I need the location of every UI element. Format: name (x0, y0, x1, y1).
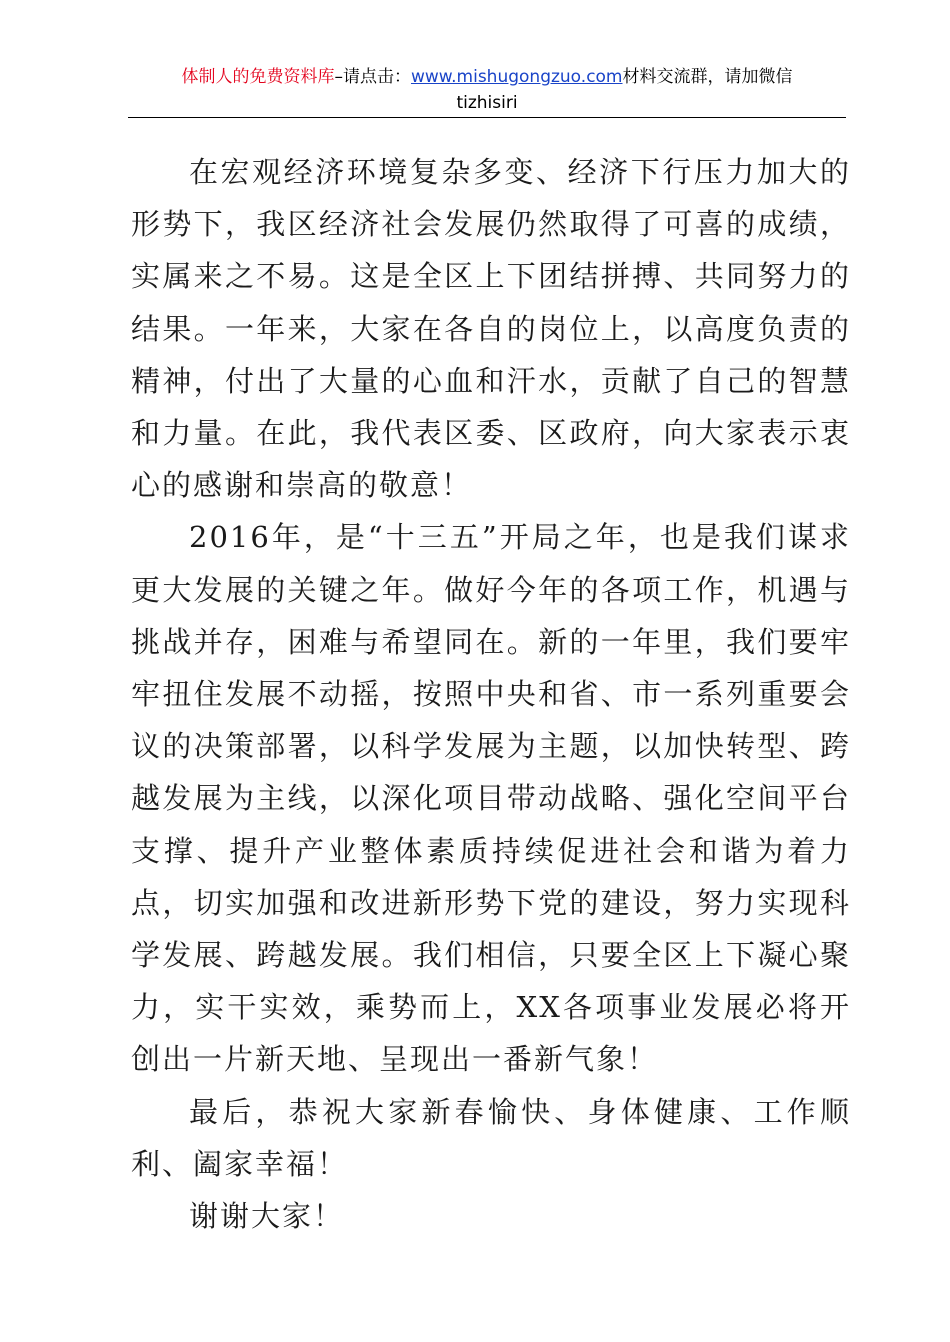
paragraph-closing: 谢谢大家！ (189, 1199, 345, 1234)
paragraph-thanks: 在宏观经济环境复杂多变、经济下行压力加大的形势下，我区经济社会发展仍然取得了可喜的成绩，实属来之不易。这是全区上下团结拼搏、共同努力的结果。一年来，大家在各自的岗位上，以高度负责的精神，付出了大量的心血和汗水，贡献了自己的智慧和力量。在此，我代表区委、区政府，向大家表示衷心的感谢和崇高的敬意！ (131, 155, 851, 503)
header-website-link[interactable]: www.mishugongzuo.com (410, 67, 623, 87)
page-header (128, 64, 846, 116)
header-divider (128, 117, 846, 118)
header-brand: 体制人的免费资料库 (181, 67, 335, 87)
header-suffix: 材料交流群，请加微信 (622, 67, 793, 87)
document-body (131, 146, 851, 1242)
header-wechat-id: tizhisiri (456, 93, 518, 113)
header-prompt: –请点击： (334, 67, 411, 87)
paragraph-wishes: 最后，恭祝大家新春愉快、身体健康、工作顺利、阖家幸福！ (131, 1094, 851, 1181)
paragraph-outlook: 2016年，是“十三五”开局之年，也是我们谋求更大发展的关键之年。做好今年的各项工作，机遇与挑战并存，困难与希望同在。新的一年里，我们要牢牢扭住发展不动摇，按照中央和省、市一系列重要会议的决策部署，以科学发展为主题，以加快转型、跨越发展为主线，以深化项目带动战略、强化空间平台支撑、提升产业整体素质持续促进社会和谐为着力点，切实加强和改进新形势下党的建设，努力实现科学发展、跨越发展。我们相信，只要全区上下凝心聚力，实干实效，乘势而上，XX各项事业发展必将开创出一片新天地、呈现出一番新气象！ (131, 520, 851, 1077)
